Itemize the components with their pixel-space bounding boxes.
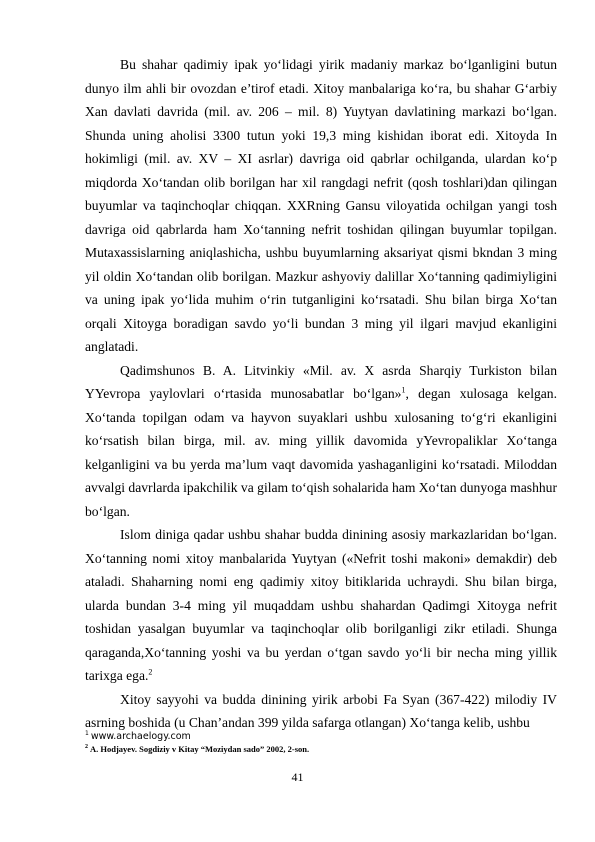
- footnote-number-2: 2: [85, 744, 88, 751]
- paragraph-1: Bu shahar qadimiy ipak yo‘lidagi yirik madaniy markaz bo‘lganligini butun dunyo ilm ahli bir ovozdan e’tirof etadi. Xitoy manbalariga ko‘ra, bu shahar G‘arbiy Xan davlati davrida (mil. av. 206 – mil. 8) Yuytyan davlatining markazi bo‘lgan. Shunda uning aholisi 3300 tutun yoki 19,3 ming kishidan iborat edi. Xitoyda In hokimligi (mil. av. XV – XI asrlar) davriga oid qabrlar ochilganda, ulardan ko‘p miqdorda Xo‘tandan olib borilgan har xil rangdagi nefrit (qosh toshlari)dan qilingan buyumlar va taqinchoqlar chiqqan. XXRning Gansu viloyatida ochilgan yangi tosh davriga oid qabrlarda ham Xo‘tanning nefrit toshidan qilingan buyumlar topilgan. Mutaxassislarning aniqlashicha, ushbu buyumlarning aksariyat qismi bkndan 3 ming yil oldin Xo‘tandan olib borilgan. Mazkur ashyoviy dalillar Xo‘tanning qadimiyligini va uning ipak yo‘lida muhim o‘rin tutganligini ko‘rsatadi. Shu bilan birga Xo‘tan orqali Xitoyga boradigan savdo yo‘li bundan 3 ming yil ilgari mavjud ekanligini anglatadi.: [85, 57, 557, 354]
- footnotes: [85, 731, 557, 755]
- page-number: 41: [291, 770, 304, 784]
- footnote-2-text: A. Hodjayev. Sogdiziy v Kitay “Moziydan sado” 2002, 2-son.: [90, 744, 310, 754]
- footnote-1-link[interactable]: www.archaelogy.com: [90, 731, 191, 742]
- paragraph-2-text-a: Qadimshunos B. A. Litvinkiy «Mil. av. X asrda Sharqiy Turkiston bilan YYevropa yaylovlari o‘rtasida munosabatlar bo‘lgan»: [85, 362, 557, 401]
- footnote-ref-1[interactable]: 1: [401, 385, 406, 395]
- paragraph-4: Xitoy sayyohi va budda dinining yirik arbobi Fa Syan (367-422) milodiy IV asrning boshida (u Chan’andan 399 yilda safarga otlangan) Xo‘tanga kelib, ushbu: [85, 691, 557, 730]
- footnote-2: [85, 743, 557, 755]
- footnote-number-1: 1: [85, 729, 89, 737]
- paragraph-3: [85, 523, 557, 688]
- paragraph-2: [85, 359, 557, 524]
- body-text: [85, 53, 557, 735]
- footnote-ref-2[interactable]: 2: [148, 667, 153, 677]
- footnote-1: [85, 731, 557, 743]
- paragraph-3-text-a: Islom diniga qadar ushbu shahar budda dinining asosiy markazlaridan bo‘lgan. Xo‘tanning nomi xitoy manbalarida Yuytyan («Nefrit toshi makoni» demakdir) deb ataladi. Shaharning nomi eng qadimiy xitoy bitiklarida uchraydi. Shu bilan birga, ularda bundan 3-4 ming yil muqaddam ushbu shahardan Qadimgi Xitoyga nefrit toshidan yasalgan buyumlar va taqinchoqlar olib borilganligi zikr etiladi. Shunga qaraganda,Xo‘tanning yoshi va bu yerdan o‘tgan savdo yo‘li bir necha ming yillik tarixga ega.: [85, 527, 557, 683]
- paragraph-2-text-b: , degan xulosaga kelgan. Xo‘tanda topilgan odam va hayvon suyaklari ushbu xulosaning to‘g‘ri ekanligini ko‘rsatish bilan birga, mil. av. ming yillik davomida yYevropaliklar Xo‘tanga kelganligini va bu yerda ma’lum vaqt davomida yashaganligini ko‘rsatadi. Miloddan avvalgi davrlarda ipakchilik va gilam to‘qish sohalarida ham Xo‘tan dunyoga mashhur bo‘lgan.: [85, 386, 557, 519]
